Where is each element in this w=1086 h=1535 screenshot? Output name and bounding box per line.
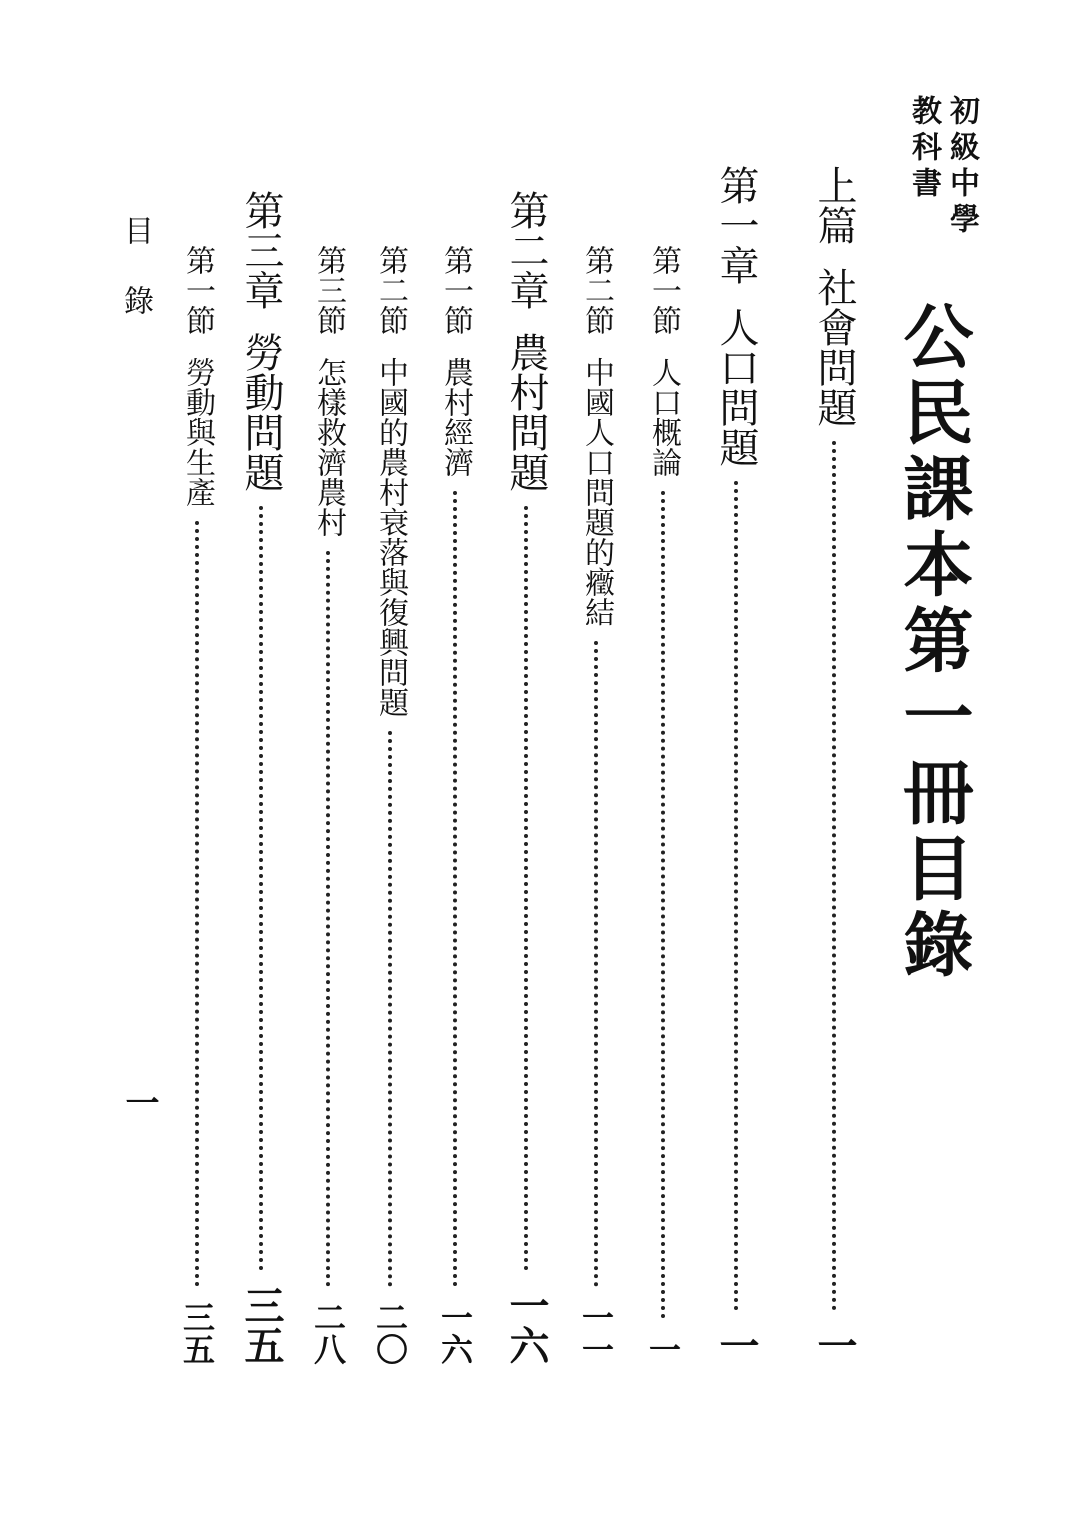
toc-entry-title: 怎樣救濟農村 [311,357,346,537]
folio: 一 [119,1085,159,1119]
toc-entry-number: 第三章 [238,190,284,310]
toc-entry-title: 社會問題 [811,267,857,427]
toc-entry-section [436,245,474,1365]
toc-entry-page: 一 [811,1325,858,1365]
dot-leader [734,481,738,1311]
toc-entry-title: 中國的農村衰落與復興問題 [373,357,408,717]
toc-entry-number: 第二節 [579,245,614,335]
toc-entry-section [178,245,216,1365]
toc-entry-page: 三五 [178,1301,216,1365]
toc-entry-number: 上篇 [811,165,857,245]
dot-leader [259,506,263,1271]
toc-entry-page: 三五 [238,1285,285,1365]
toc-entry-number: 第一章 [713,165,759,285]
dot-leader [388,731,392,1287]
toc-entry-page: 一 [644,1333,682,1365]
toc-entry-section [644,245,682,1365]
dot-leader [832,441,836,1311]
dot-leader [453,491,457,1287]
toc-entry-section [371,245,409,1365]
toc-entry-page: 一 [713,1325,760,1365]
toc-entry-number: 第一節 [438,245,473,335]
toc-entry-section [577,245,615,1365]
toc-entry-chapter [503,190,550,1365]
toc-entry-page: 二八 [309,1301,347,1365]
toc-entry-number: 第二章 [503,190,549,310]
dot-leader [524,506,528,1271]
toc-entry-title: 農村經濟 [438,357,473,477]
toc-entry-title: 人口概論 [646,357,681,477]
toc-entry-chapter [713,165,760,1365]
toc-entry-number: 第一節 [646,245,681,335]
dot-leader [594,641,598,1287]
toc-entry-title: 人口問題 [713,307,759,467]
series-label [906,95,979,239]
dot-leader [661,491,665,1319]
toc-entry-page: 一一 [577,1301,615,1365]
toc-entry-title: 中國人口問題的癥結 [579,357,614,627]
toc-entry-page: 一六 [436,1301,474,1365]
toc-entry-page: 二〇 [371,1301,409,1365]
toc-entry-title: 勞動與生產 [180,357,215,507]
toc-entry-number: 第二節 [373,245,408,335]
toc-entry-title: 農村問題 [503,332,549,492]
series-label-line-1: 初級中學 [944,95,979,239]
page-title: 公民課本第一冊目錄 [892,300,975,984]
toc-entry-title: 勞動問題 [238,332,284,492]
toc-entry-part [811,165,858,1365]
running-head: 目錄 [118,215,153,355]
series-label-line-2: 教科書 [906,95,941,203]
toc-entry-section [309,245,347,1365]
dot-leader [195,521,199,1287]
toc-entry-chapter [238,190,285,1365]
toc-entry-page: 一六 [503,1285,550,1365]
toc-entry-number: 第一節 [180,245,215,335]
toc-entry-number: 第三節 [311,245,346,335]
dot-leader [326,551,330,1287]
